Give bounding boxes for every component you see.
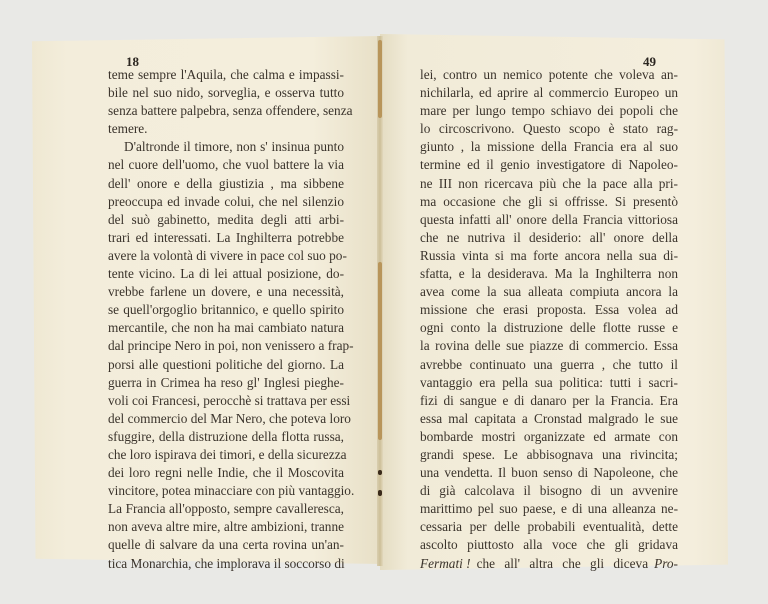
text-line: del suò gabinetto, medita degli atti arbi- — [108, 211, 344, 227]
text-line: D'altronde il timore, non s' insinua punto — [124, 139, 344, 155]
text-line: porsi alle questioni politiche del giorno. La — [108, 356, 344, 372]
text-line: vincitore, potea minacciare con più vantaggio. — [108, 483, 355, 499]
text-line: Russia vinta si ma forte ancora nella sua di- — [420, 247, 678, 263]
text-line: avrebbe continuato una guerra , che tutto il — [420, 356, 678, 372]
text-line: mercantile, che non ha mai cambiato natura — [108, 320, 344, 336]
text-line: del commercio del Mar Nero, che poteva loro — [108, 410, 351, 426]
text-line: mare per lungo tempo schiavo dei popoli che — [420, 103, 678, 119]
binding-thread — [378, 40, 382, 118]
text-line: avere la volontà di vivere in pace col suo po- — [108, 247, 347, 263]
text-line: che loro ispirava dei timori, e della sicurezza — [108, 446, 347, 462]
text-line: nichilarla, ed aprire al commercio Europeo un — [420, 85, 678, 101]
text-line: senza battere palpebra, senza offendere, senza — [108, 103, 353, 119]
text-line: termine ed il genio investigatore di Napoleo- — [420, 157, 678, 173]
text-line: questa infatti all' onore della Francia vittoriosa — [420, 211, 678, 227]
text-line: quelle di salvare da una certa rovina un'an- — [108, 537, 344, 553]
text-line: La Francia all'opposto, sempre cavalleresca, — [108, 501, 344, 517]
text-line: dell' onore e della giustizia , ma sibbene — [108, 175, 344, 191]
text-line: trari ed interessati. La Inghilterra potrebbe — [108, 229, 344, 245]
text-line: grandi spese. Le abbisognava una rivincita; — [420, 446, 678, 462]
text-line: marittimo pel suo paese, e di una alleanza ne- — [420, 501, 678, 517]
text-line: ascolto piuttosto alla voce che gli gridava — [420, 537, 678, 553]
text-line: di già calcolava il bisogno di un avvenire — [420, 483, 678, 499]
text-line: tente vicino. La di lei attual posizione, do- — [108, 266, 344, 282]
text-line: dal principe Nero in poi, non venissero a frap- — [108, 338, 354, 354]
text-line: temere. — [108, 121, 148, 137]
text-fragment: Pro- — [654, 555, 678, 571]
binding-hole — [378, 470, 382, 475]
text-line: dei loro regni nelle Indie, che il Moscovita — [108, 465, 344, 481]
text-line: ogni conto la distruzione delle flotte russe e — [420, 320, 678, 336]
binding-hole — [378, 490, 382, 496]
text-line: ne III non ricercava più che la pace alla pri- — [420, 175, 678, 191]
text-line — [420, 555, 678, 573]
text-line: fizi di sangue e di danaro per la Francia. Era — [420, 392, 678, 408]
left-page-number: 18 — [126, 54, 139, 69]
text-line: guerra in Crimea ha reso gl' Inglesi pieghe- — [108, 374, 344, 390]
text-line: essa mal capitata a Cronstad malgrado le sue — [420, 410, 678, 426]
text-line: giunto , la missione della Francia era al suo — [420, 139, 678, 155]
left-page-text — [108, 66, 355, 573]
text-line: teme sempre l'Aquila, che calma e impassi- — [108, 67, 344, 82]
text-line: tica Monarchia, che implorava il soccorso di — [108, 555, 345, 571]
text-line: ma occasione che gli si offrisse. Si presentò — [420, 193, 678, 209]
text-line: cessaria per delle probabili eventualità, dette — [420, 519, 678, 535]
text-line: preoccupa ed invade colui, che nel silenzio — [108, 193, 344, 209]
text-line: lei, contro un nemico potente che voleva an- — [420, 67, 678, 82]
text-line: avea come la sua alleata compiuta ancora la — [420, 284, 678, 300]
text-line: una vendetta. Il buon senso di Napoleone, che — [420, 465, 678, 481]
text-line: sfuggire, della distruzione della flotta russa, — [108, 428, 344, 444]
text-line: non aveva altre mire, altre ambizioni, tranne — [108, 519, 344, 535]
right-page-number: 49 — [643, 54, 656, 69]
text-line: sfatta, e la desiderava. Ma la Inghilterra non — [420, 266, 678, 282]
text-line: voli coi Francesi, perocchè si trattava per essi — [108, 392, 351, 408]
text-fragment: che all' altra che gli diceva — [476, 555, 649, 571]
text-line: bile nel suo nido, sorveglia, e osserva tutto — [108, 85, 344, 101]
text-line: bombarde mostri organizzate ed armate con — [420, 428, 678, 444]
text-line: nel cuore dell'uomo, che vuol battere la via — [108, 157, 344, 173]
text-line: vrebbe farlene un dovere, e una necessità, — [108, 284, 344, 300]
text-line: lo circoscrivono. Questo scopo è stato rag- — [420, 121, 678, 137]
binding-thread — [378, 262, 382, 440]
text-line: che ne nutriva il desiderio: all' onore della — [420, 229, 678, 245]
text-line: la rovina delle sue piazze di commercio. Essa — [420, 338, 678, 354]
text-line: se quell'orgoglio britannico, e quello spirito — [108, 302, 344, 318]
text-line: vantaggio era pella sua politica: tutti i sacri- — [420, 374, 678, 390]
right-page-text — [420, 66, 678, 573]
text-line: missione che erasi proposta. Essa volea ad — [420, 302, 678, 318]
text-fragment: Fermati ! — [420, 555, 471, 571]
